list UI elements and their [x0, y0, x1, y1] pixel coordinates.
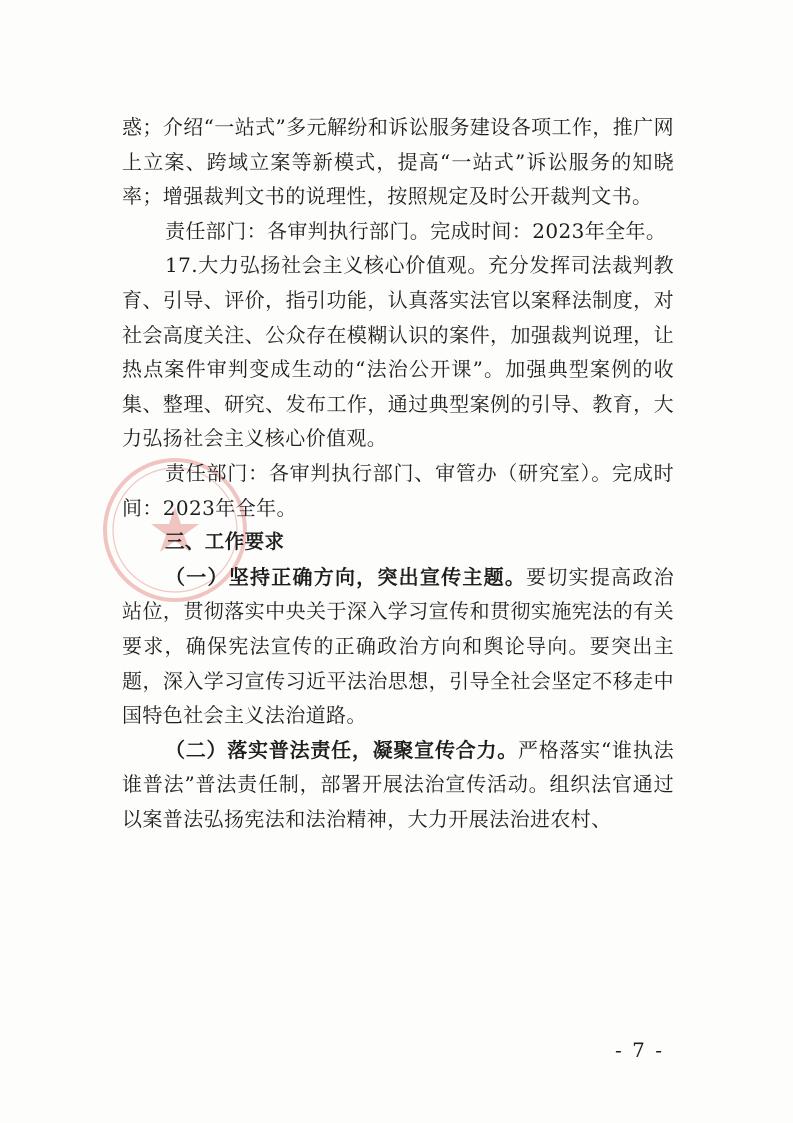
section-heading: 三、工作要求 — [165, 530, 285, 554]
paragraph-responsibility-1: 责任部门：各审判执行部门。完成时间：2023年全年。 — [165, 218, 667, 243]
document-body — [122, 110, 674, 836]
requirement-2 — [122, 733, 674, 837]
page-number: - 7 - — [615, 1038, 664, 1062]
requirement-2-text: 严格落实“谁执法谁普法”普法责任制，部署开展法治宣传活动。组织法官通过以案普法弘扬宪法和法治精神，大力开展法治进农村、 — [122, 737, 674, 831]
paragraph-item-17: 17.大力弘扬社会主义核心价值观。充分发挥司法裁判教育、引导、评价，指引功能，认真落实法官以案释法制度，对社会高度关注、公众存在模糊认识的案件，加强裁判说理，让热点案件审判变成生动的“法治公开课”。加强典型案例的收集、整理、研究、发布工作，通过典型案例的引导、教育，大力弘扬社会主义核心价值观。 — [122, 253, 674, 451]
requirement-1 — [122, 560, 674, 733]
paragraph-responsibility-2: 责任部门：各审判执行部门、审管办（研究室）。完成时间：2023年全年。 — [122, 460, 674, 520]
paragraph-continuation: 惑；介绍“一站式”多元解纷和诉讼服务建设各项工作，推广网上立案、跨域立案等新模式，提高“一站式”诉讼服务的知晓率；增强裁判文书的说理性，按照规定及时公开裁判文书。 — [122, 115, 674, 209]
requirement-1-text: 要切实提高政治站位，贯彻落实中央关于深入学习宣传和贯彻实施宪法的有关要求，确保宪法宣传的正确政治方向和舆论导向。要突出主题，深入学习宣传习近平法治思想，引导全社会坚定不移走中国特色社会主义法治道路。 — [122, 564, 674, 728]
requirement-2-lead: （二）落实普法责任，凝聚宣传合力。 — [165, 737, 518, 762]
requirement-1-lead: （一）坚持正确方向，突出宣传主题。 — [165, 564, 527, 589]
